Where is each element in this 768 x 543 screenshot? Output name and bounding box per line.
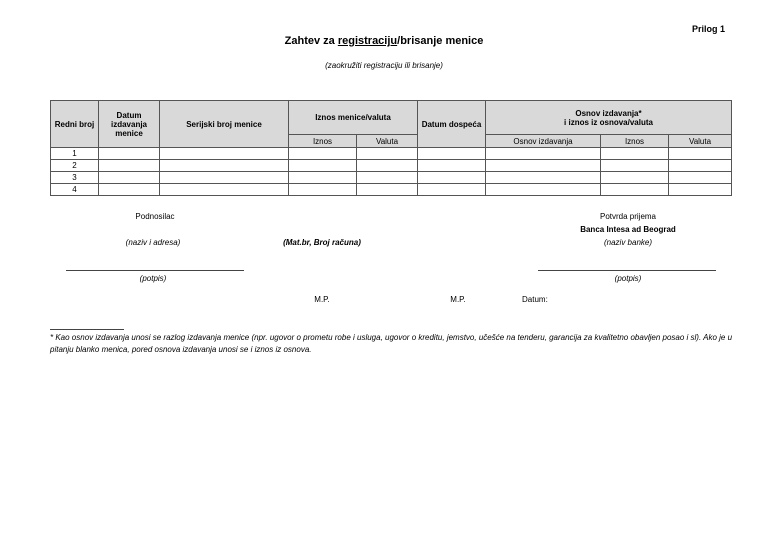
cell-valuta[interactable]	[357, 160, 418, 172]
title-part2: /brisanje menice	[397, 35, 484, 47]
cell-osnov[interactable]	[486, 148, 601, 160]
applicant-label: Podnosilac	[135, 212, 175, 221]
annex-label: Prilog 1	[692, 24, 726, 34]
title-part1: Zahtev za	[284, 35, 338, 47]
cell-iznos[interactable]	[289, 148, 357, 160]
cell-datum-dospeca[interactable]	[418, 172, 486, 184]
cell-datum-izdavanja[interactable]	[99, 172, 160, 184]
footnote-text: * Kao osnov izdavanja unosi se razlog izdavanja menice (npr. ugovor o prometu robe i usluga, ugovor o kreditu, jemstvo, učešće na tenderu, garancija za kvalitetno obavljen posao i sl). Ako je u pitanju blanko menica, pored osnova izdavanja unosi se i iznos iz osnova.	[50, 333, 733, 354]
cell-iznos-osnova[interactable]	[601, 160, 669, 172]
cell-datum-dospeca[interactable]	[418, 160, 486, 172]
cell-datum-izdavanja[interactable]	[99, 184, 160, 196]
col-header-osnov	[486, 101, 732, 135]
cell-iznos-osnova[interactable]	[601, 184, 669, 196]
row-number: 4	[51, 184, 99, 196]
row-number: 1	[51, 148, 99, 160]
cell-serijski-broj[interactable]	[160, 148, 289, 160]
col-header-datum-izdavanja: Datum izdavanja menice	[99, 101, 160, 148]
bank-name-label: (naziv banke)	[603, 238, 653, 247]
bank-name: Banca Intesa ad Beograd	[580, 225, 676, 234]
title-registration: registraciju	[337, 35, 398, 47]
cell-iznos-osnova[interactable]	[601, 172, 669, 184]
col-header-redni-broj: Redni broj	[51, 101, 99, 148]
subheader-valuta: Valuta	[357, 135, 418, 148]
table-row	[51, 148, 732, 160]
cell-osnov[interactable]	[486, 172, 601, 184]
footnote-separator	[50, 329, 124, 330]
cell-valuta-osnova[interactable]	[669, 160, 732, 172]
bank-signature-label: (potpis)	[614, 274, 642, 283]
cell-serijski-broj[interactable]	[160, 184, 289, 196]
subheader-iznos: Iznos	[289, 135, 357, 148]
cell-valuta-osnova[interactable]	[669, 184, 732, 196]
osnov-line2: i iznos iz osnova/valuta	[564, 117, 653, 127]
cell-datum-dospeca[interactable]	[418, 184, 486, 196]
cell-valuta-osnova[interactable]	[669, 172, 732, 184]
cell-iznos[interactable]	[289, 172, 357, 184]
applicant-signature-label: (potpis)	[139, 274, 167, 283]
col-header-serijski-broj: Serijski broj menice	[160, 101, 289, 148]
applicant-signature-line[interactable]	[66, 270, 244, 271]
cell-datum-izdavanja[interactable]	[99, 160, 160, 172]
bank-signature-line[interactable]	[538, 270, 716, 271]
cell-datum-dospeca[interactable]	[418, 148, 486, 160]
cell-valuta[interactable]	[357, 148, 418, 160]
table-row	[51, 160, 732, 172]
bills-table	[50, 100, 732, 196]
date-label: Datum:	[522, 295, 548, 304]
row-number: 3	[51, 172, 99, 184]
cell-valuta-osnova[interactable]	[669, 148, 732, 160]
cell-valuta[interactable]	[357, 184, 418, 196]
cell-iznos-osnova[interactable]	[601, 148, 669, 160]
reg-number-account-label: (Mat.br, Broj računa)	[283, 238, 361, 247]
cell-datum-izdavanja[interactable]	[99, 148, 160, 160]
subheader-valuta-osnova: Valuta	[669, 135, 732, 148]
cell-valuta[interactable]	[357, 172, 418, 184]
stamp-placeholder-bank: M.P.	[450, 295, 466, 304]
col-header-datum-dospeca: Datum dospeća	[418, 101, 486, 148]
cell-iznos[interactable]	[289, 160, 357, 172]
stamp-placeholder-applicant: M.P.	[314, 295, 330, 304]
page-subtitle: (zaokružiti registraciju ili brisanje)	[325, 61, 443, 70]
cell-osnov[interactable]	[486, 184, 601, 196]
col-header-iznos-valuta: Iznos menice/valuta	[289, 101, 418, 135]
cell-osnov[interactable]	[486, 160, 601, 172]
table-row	[51, 172, 732, 184]
name-address-label: (naziv i adresa)	[125, 238, 181, 247]
osnov-line1: Osnov izdavanja*	[575, 108, 642, 118]
table-row	[51, 184, 732, 196]
cell-serijski-broj[interactable]	[160, 160, 289, 172]
cell-iznos[interactable]	[289, 184, 357, 196]
page-title	[0, 35, 768, 47]
subheader-iznos-osnova: Iznos	[601, 135, 669, 148]
row-number: 2	[51, 160, 99, 172]
cell-serijski-broj[interactable]	[160, 172, 289, 184]
subheader-osnov-izdavanja: Osnov izdavanja	[486, 135, 601, 148]
receipt-confirmation-label: Potvrda prijema	[599, 212, 657, 221]
